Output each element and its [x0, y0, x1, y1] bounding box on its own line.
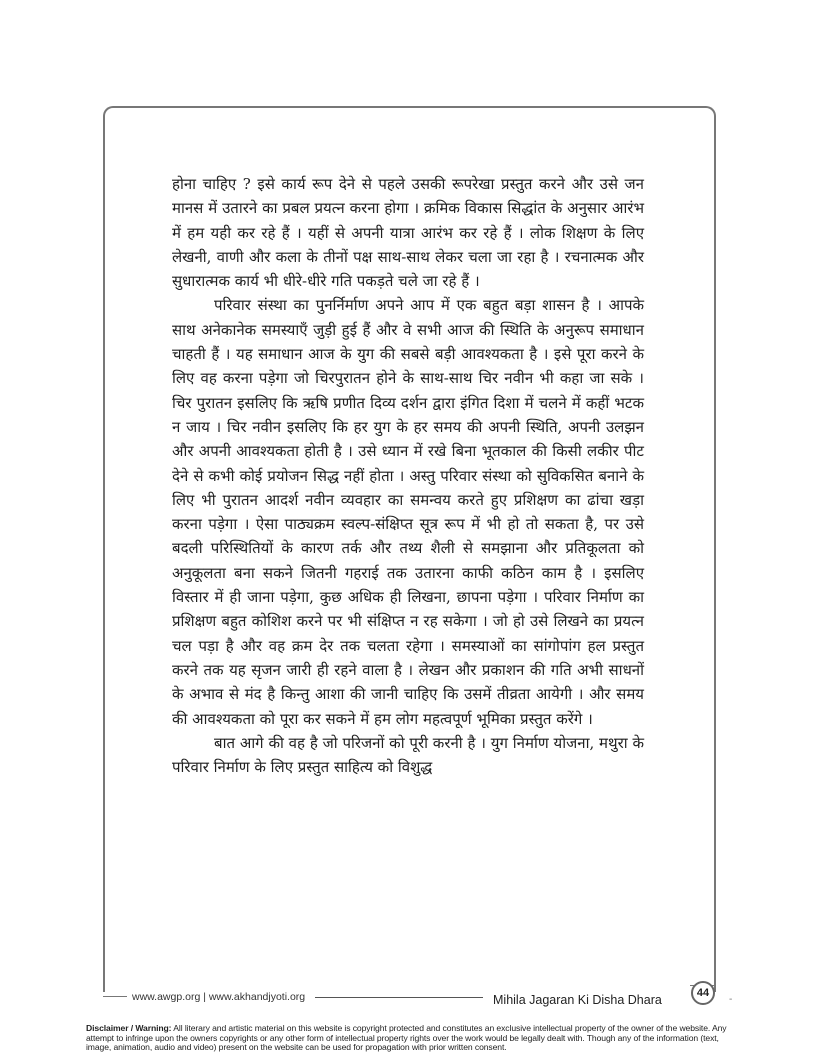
- paragraph-2: परिवार संस्था का पुनर्निर्माण अपने आप में एक बहुत बड़ा शासन है । आपके साथ अनेकानेक समस्याएँ जुड़ी हुई हैं और वे सभी आज की स्थिति के अनुरूप समाधान चाहती हैं । यह समाधान आज के युग की सबसे बड़ी आवश्यकता है । इसे पूरा करने के लिए वह करना पड़ेगा जो चिरपुरातन होने के साथ-साथ चिर नवीन भी कहा जा सके । चिर पुरातन इसलिए कि ऋषि प्रणीत दिव्य दर्शन द्वारा इंगित दिशा में चलने में कहीं भटक न जाय । चिर नवीन इसलिए कि हर युग के हर समय की अपनी स्थिति, अपनी उलझन और अपनी आवश्यकता होती है । उसे ध्यान में रखे बिना भूतकाल की किसी लकीर पीट देने से कभी कोई प्रयोजन सिद्ध नहीं होता । अस्तु परिवार संस्था को सुविकसित बनाने के लिए भी पुरातन आदर्श नवीन व्यवहार का समन्वय करते हुए प्रशिक्षण का ढांचा खड़ा करना पड़ेगा । ऐसा पाठ्यक्रम स्वल्प-संक्षिप्त सूत्र रूप में भी हो तो सकता है, पर उसे बदली परिस्थितियों के कारण तर्क और तथ्य शैली से समझाना और प्रतिकूलता को अनुकूलता बना सकने जितनी गहराई तक उतारना काफी कठिन काम है । इसलिए विस्तार में ही जाना पड़ेगा, कुछ अधिक ही लिखना, छापना पड़ेगा । परिवार निर्माण का प्रशिक्षण बहुत कोशिश करने पर भी संक्षिप्त न रह सकेगा । जो हो उसे लिखने का प्रयत्न चल पड़ा है और वह क्रम देर तक चलता रहेगा । समस्याओं का सांगोपांग हल प्रस्तुत करने तक यह सृजन जारी ही रहने वाला है । लेखन और प्रकाशन की गति अभी साधनों के अभाव से मंद है किन्तु आशा की जानी चाहिए कि उसमें तीव्रता आयेगी । और समय की आवश्यकता को पूरा कर सकने में हम लोग महत्वपूर्ण भूमिका प्रस्तुत करेंगे ।: [172, 296, 644, 728]
- footer-website-links[interactable]: www.awgp.org | www.akhandjyoti.org: [132, 991, 306, 1003]
- paragraph-3: बात आगे की वह है जो परिजनों को पूरी करनी है । युग निर्माण योजना, मथुरा के परिवार निर्माण के लिए प्रस्तुत साहित्य को विशुद्ध: [172, 733, 644, 777]
- disclaimer-text: [86, 1024, 736, 1053]
- disclaimer-label: Disclaimer / Warning:: [86, 1023, 172, 1033]
- footer-divider-middle: [315, 997, 483, 998]
- page-body-text: [172, 172, 644, 779]
- footer-dash: -: [729, 994, 733, 1005]
- footer-divider-left: [103, 996, 127, 997]
- footer-book-title: Mihila Jagaran Ki Disha Dhara: [493, 993, 662, 1007]
- page-number-badge: 44: [691, 981, 715, 1005]
- disclaimer-body: All literary and artistic material on this website is copyright protected and constitutes an exclusive intellectual property of the owner of the website. Any attempt to infringe upon the owners copyrights or any other form of intellectual property rights over the work would be legally dealt with. Though any of the information (text, image, animation, audio and video) present on the website can be used for propagation with prior written consent.: [86, 1023, 727, 1053]
- paragraph-1: होना चाहिए ? इसे कार्य रूप देने से पहले उसकी रूपरेखा प्रस्तुत करने और उसे जन मानस में उतारने का प्रबल प्रयत्न करना होगा । क्रमिक विकास सिद्धांत के अनुसार आरंभ में हम यही कर रहे हैं । यहीं से अपनी यात्रा आरंभ कर रहे हैं । लोक शिक्षण के लिए लेखनी, वाणी और कला के तीनों पक्ष साथ-साथ लेकर चला जा रहा है । रचनात्मक और सुधारात्मक कार्य भी धीरे-धीरे गति पकड़ते चले जा रहे हैं ।: [172, 175, 644, 291]
